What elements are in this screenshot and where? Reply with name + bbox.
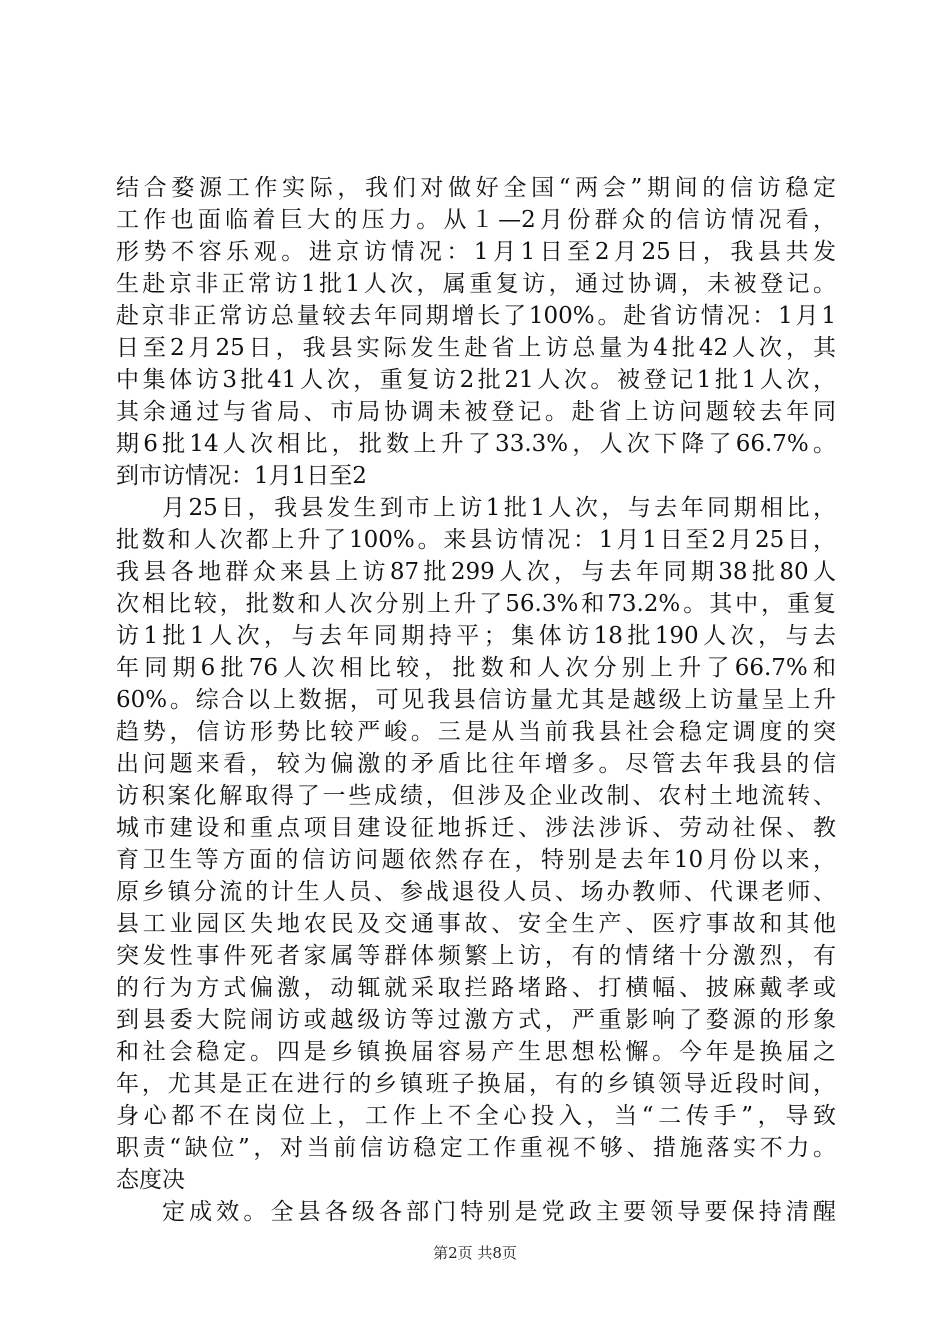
text-line: 原乡镇分流的计生人员、参战退役人员、场办教师、代课老师、 — [116, 879, 836, 905]
text-line: 工作也面临着巨大的压力。从１—2月份群众的信访情况看， — [116, 207, 836, 233]
text-line: 期6批14人次相比，批数上升了33.3%，人次下降了66.7%。 — [116, 431, 836, 457]
text-line: 年同期6批76人次相比较，批数和人次分别上升了66.7%和 — [116, 655, 836, 681]
text-line: 批数和人次都上升了100%。来县访情况：1月1日至2月25日， — [116, 527, 836, 553]
text-line: 访1批1人次，与去年同期持平；集体访18批190人次，与去 — [116, 623, 836, 649]
text-line: 突发性事件死者家属等群体频繁上访，有的情绪十分激烈，有 — [116, 943, 836, 969]
text-line: 身心都不在岗位上，工作上不全心投入，当“二传手”，导致 — [116, 1103, 836, 1129]
text-line: 日至2月25日，我县实际发生赴省上访总量为4批42人次，其 — [116, 335, 836, 361]
text-line: 城市建设和重点项目建设征地拆迁、涉法涉诉、劳动社保、教 — [116, 815, 836, 841]
text-line: 和社会稳定。四是乡镇换届容易产生思想松懈。今年是换届之 — [116, 1039, 836, 1065]
text-line: 访积案化解取得了一些成绩，但涉及企业改制、农村土地流转、 — [116, 783, 836, 809]
text-line: 年，尤其是正在进行的乡镇班子换届，有的乡镇领导近段时间， — [116, 1071, 836, 1097]
text-line: 趋势，信访形势比较严峻。三是从当前我县社会稳定调度的突 — [116, 719, 836, 745]
text-line: 到市访情况：1月1日至2 — [116, 463, 367, 489]
text-line: 的行为方式偏激，动辄就采取拦路堵路、打横幅、披麻戴孝或 — [116, 975, 836, 1001]
text-line: 其余通过与省局、市局协调未被登记。赴省上访问题较去年同 — [116, 399, 836, 425]
page-footer: 第2页 共8页 — [433, 1244, 517, 1262]
text-line: 育卫生等方面的信访问题依然存在，特别是去年10月份以来， — [116, 847, 836, 873]
text-line: 我县各地群众来县上访87批299人次，与去年同期38批80人 — [116, 559, 836, 585]
text-line: 次相比较，批数和人次分别上升了56.3%和73.2%。其中，重复 — [116, 591, 836, 617]
text-line: 60%。综合以上数据，可见我县信访量尤其是越级上访量呈上升 — [116, 687, 836, 713]
text-line: 赴京非正常访总量较去年同期增长了100%。赴省访情况：1月1 — [116, 303, 836, 329]
body-text — [116, 172, 836, 1228]
text-line: 结合婺源工作实际，我们对做好全国“两会”期间的信访稳定 — [116, 175, 836, 201]
text-line: 到县委大院闹访或越级访等过激方式，严重影响了婺源的形象 — [116, 1007, 836, 1033]
text-line: 形势不容乐观。进京访情况：1月1日至2月25日，我县共发 — [116, 239, 836, 265]
text-line: 态度决 — [116, 1167, 185, 1193]
text-line: 职责“缺位”，对当前信访稳定工作重视不够、措施落实不力。 — [116, 1135, 836, 1161]
text-line: 中集体访3批41人次，重复访2批21人次。被登记1批1人次， — [116, 367, 836, 393]
text-line: 出问题来看，较为偏激的矛盾比往年增多。尽管去年我县的信 — [116, 751, 836, 777]
text-line: 生赴京非正常访1批1人次，属重复访，通过协调，未被登记。 — [116, 271, 836, 297]
text-line: 定成效。全县各级各部门特别是党政主要领导要保持清醒 — [162, 1199, 836, 1225]
text-line: 县工业园区失地农民及交通事故、安全生产、医疗事故和其他 — [116, 911, 836, 937]
text-line: 月25日，我县发生到市上访1批1人次，与去年同期相比， — [162, 495, 836, 521]
